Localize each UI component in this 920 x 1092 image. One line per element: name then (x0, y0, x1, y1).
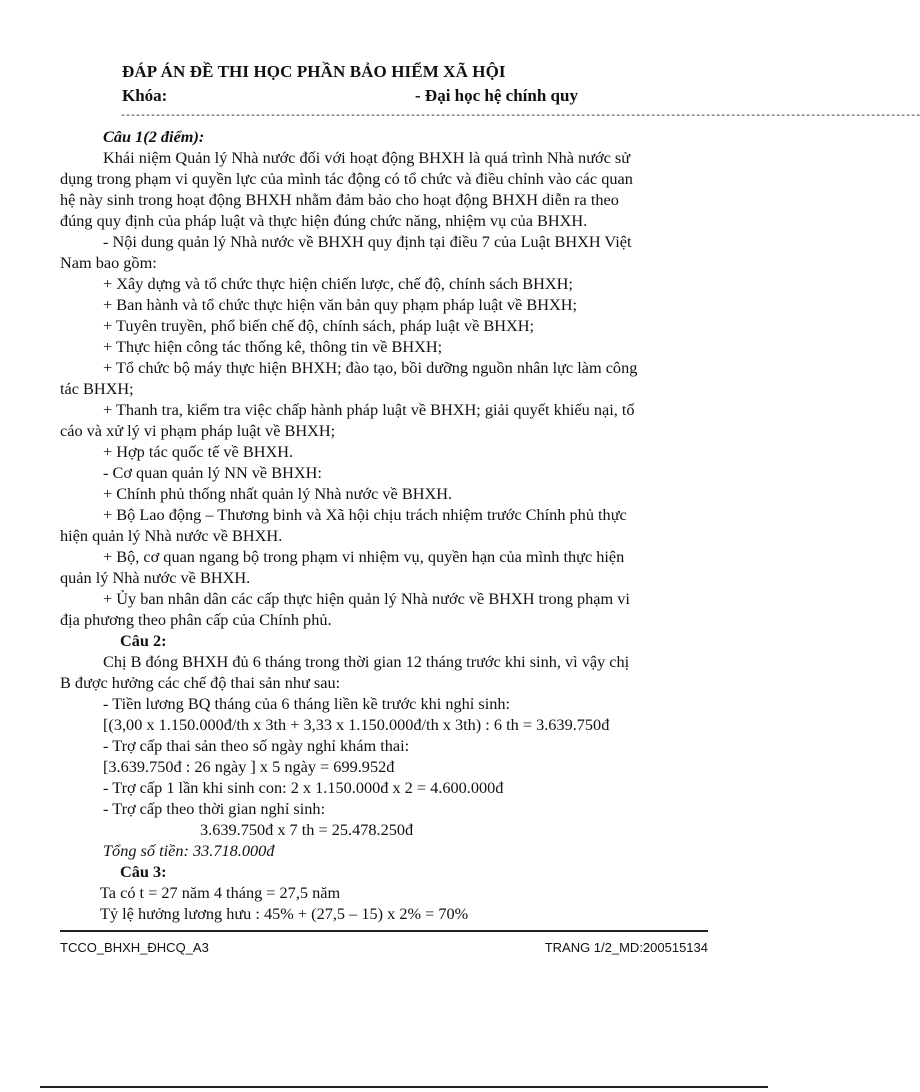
question-3-heading: Câu 3: (120, 862, 167, 881)
list-item: + Chính phủ thống nhất quản lý Nhà nước về BHXH. (103, 484, 453, 503)
list-item: + Xây dựng và tổ chức thực hiện chiến lược, chế độ, chính sách BHXH; (103, 274, 573, 293)
list-item: + Thực hiện công tác thống kê, thông tin về BHXH; (103, 337, 443, 356)
calculation-line: - Trợ cấp theo thời gian nghỉ sinh: (103, 799, 326, 818)
paragraph-line: - Nội dung quản lý Nhà nước về BHXH quy định tại điều 7 của Luật BHXH Việt (103, 232, 632, 251)
paragraph-line: Nam bao gồm: (60, 253, 157, 272)
paragraph-line: hệ này sinh trong hoạt động BHXH nhằm đảm bảo cho hoạt động BHXH diễn ra theo (60, 190, 619, 209)
list-item: + Tổ chức bộ máy thực hiện BHXH; đào tạo, bồi dưỡng nguồn nhân lực làm công (103, 358, 638, 377)
footer-rule (60, 930, 708, 932)
list-item: + Bộ, cơ quan ngang bộ trong phạm vi nhiệm vụ, quyền hạn của mình thực hiện (103, 547, 625, 566)
paragraph-line: quản lý Nhà nước về BHXH. (60, 568, 251, 587)
list-item: + Ban hành và tổ chức thực hiện văn bản quy phạm pháp luật về BHXH; (103, 295, 578, 314)
calculation-line: - Tiền lương BQ tháng của 6 tháng liền kề trước khi nghỉ sinh: (103, 694, 511, 713)
paragraph-line: địa phương theo phân cấp của Chính phủ. (60, 610, 332, 629)
bottom-rule (40, 1086, 768, 1088)
paragraph-line: B được hưởng các chế độ thai sản như sau: (60, 673, 341, 692)
calculation-line: Tỷ lệ hưởng lương hưu : 45% + (27,5 – 15) x 2% = 70% (100, 904, 469, 923)
paragraph-line: đúng quy định của pháp luật và thực hiện đúng chức năng, nhiệm vụ của BHXH. (60, 211, 588, 230)
total-amount: Tổng số tiền: 33.718.000đ (103, 841, 275, 860)
calculation-line: - Trợ cấp 1 lần khi sinh con: 2 x 1.150.000đ x 2 = 4.600.000đ (103, 778, 504, 797)
footer-page-number: TRANG 1/2_MD:200515134 (544, 940, 708, 955)
course-label: Khóa: (122, 86, 168, 105)
list-item: + Hợp tác quốc tế về BHXH. (103, 442, 294, 461)
course-value: - Đại học hệ chính quy (415, 86, 578, 105)
list-item: + Ủy ban nhân dân các cấp thực hiện quản lý Nhà nước về BHXH trong phạm vi (103, 589, 630, 608)
paragraph-line: tác BHXH; (60, 379, 134, 398)
calculation-line: - Trợ cấp thai sản theo số ngày nghỉ khám thai: (103, 736, 410, 755)
list-item: + Bộ Lao động – Thương binh và Xã hội chịu trách nhiệm trước Chính phủ thực (103, 505, 627, 524)
paragraph-line: cáo và xử lý vi phạm pháp luật về BHXH; (60, 421, 336, 440)
question-1-heading: Câu 1(2 điểm): (103, 127, 205, 146)
paragraph-line: dụng trong phạm vi quyền lực của mình tác động có tổ chức và điều chỉnh vào các quan (60, 169, 633, 188)
calculation-line: 3.639.750đ x 7 th = 25.478.250đ (200, 820, 414, 839)
document-body (60, 126, 708, 924)
calculation-line: [(3,00 x 1.150.000đ/th x 3th + 3,33 x 1.150.000đ/th x 3th) : 6 th = 3.639.750đ (103, 715, 610, 734)
question-2-heading: Câu 2: (120, 631, 167, 650)
list-item: - Cơ quan quản lý NN về BHXH: (103, 463, 322, 482)
document-title: ĐÁP ÁN ĐỀ THI HỌC PHẦN BẢO HIỂM XÃ HỘI (122, 62, 506, 81)
paragraph-line: Chị B đóng BHXH đủ 6 tháng trong thời gian 12 tháng trước khi sinh, vì vậy chị (103, 652, 630, 671)
footer-code: TCCO_BHXH_ĐHCQ_A3 (60, 940, 209, 955)
list-item: + Thanh tra, kiểm tra việc chấp hành pháp luật về BHXH; giải quyết khiếu nại, tố (103, 400, 635, 419)
header-separator: ---------------------------------------------------------------------------------------------------------------------------------------------------------------- (120, 111, 920, 122)
calculation-line: [3.639.750đ : 26 ngày ] x 5 ngày = 699.952đ (103, 757, 395, 776)
calculation-line: Ta có t = 27 năm 4 tháng = 27,5 năm (100, 883, 341, 902)
paragraph-line: hiện quản lý Nhà nước về BHXH. (60, 526, 283, 545)
paragraph-line: Khái niệm Quản lý Nhà nước đối với hoạt động BHXH là quá trình Nhà nước sử (103, 148, 631, 167)
list-item: + Tuyên truyền, phổ biến chế độ, chính sách, pháp luật về BHXH; (103, 316, 535, 335)
